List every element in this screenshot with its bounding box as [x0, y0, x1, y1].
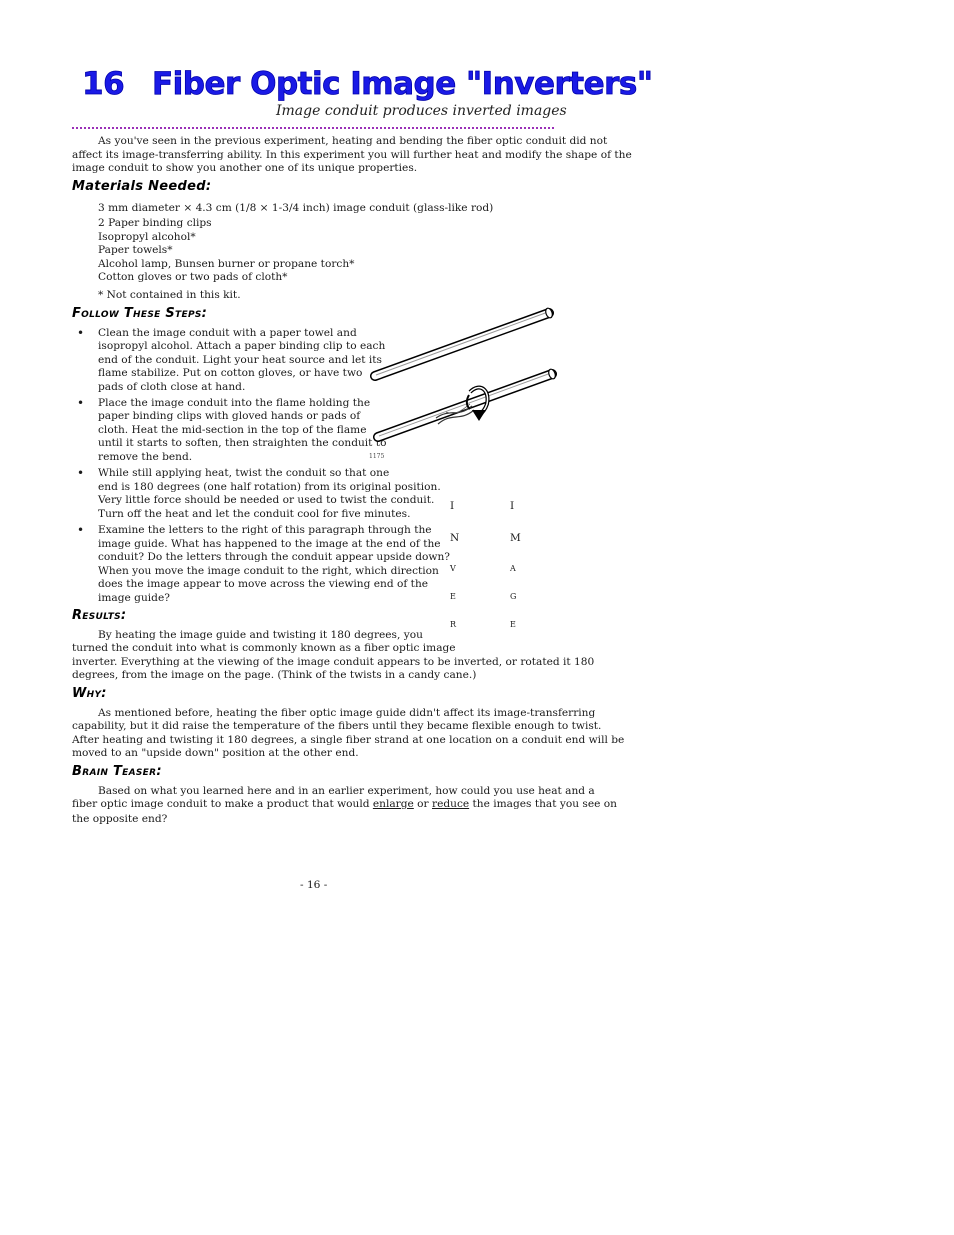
why-heading: Why: [72, 686, 107, 701]
material-item: 2 Paper binding clips [98, 217, 212, 229]
step-1-line: pads of cloth close at hand. [98, 381, 246, 393]
material-item: Isopropyl alcohol* [98, 231, 196, 243]
results-heading: Results: [72, 608, 127, 623]
results-line: inverter. Everything at the viewing of the image conduit appears to be inverted, or rotated it 180 [72, 656, 595, 668]
page-subtitle: Image conduit produces inverted images [276, 103, 567, 119]
step-3-line: Very little force should be needed or used to twist the conduit. [98, 494, 435, 506]
letter: E [510, 620, 516, 629]
letter: M [510, 532, 521, 544]
why-line: capability, but it did raise the temperature of the fibers until they became flexible enough to twist. [72, 720, 602, 732]
bullet: • [77, 523, 85, 537]
step-2-line: remove the bend. [98, 451, 193, 463]
material-item: Cotton gloves or two pads of cloth* [98, 271, 288, 283]
bullet: • [77, 466, 85, 480]
experiment-title: Fiber Optic Image "Inverters" [152, 66, 653, 102]
step-1-line: end of the conduit. Light your heat source and let its [98, 354, 382, 366]
bullet: • [77, 326, 85, 340]
material-item: 3 mm diameter × 4.3 cm (1/8 × 1-3/4 inch) image conduit (glass-like rod) [98, 202, 494, 214]
step-2-line: Place the image conduit into the flame holding the [98, 397, 371, 409]
intro-line-1: As you've seen in the previous experiment, heating and bending the fiber optic conduit did not [98, 135, 608, 147]
steps-heading: Follow These Steps: [72, 306, 208, 321]
reduce-word: reduce [432, 798, 470, 810]
step-4-line: conduit? Do the letters through the conduit appear upside down? [98, 551, 450, 563]
step-3-line: While still applying heat, twist the conduit so that one [98, 467, 390, 479]
step-4-line: Examine the letters to the right of this paragraph through the [98, 524, 432, 536]
step-4-line: When you move the image conduit to the right, which direction [98, 565, 439, 577]
material-item: Alcohol lamp, Bunsen burner or propane torch* [98, 258, 355, 270]
results-line: degrees, from the image on the page. (Think of the twists in a candy cane.) [72, 669, 477, 681]
step-3-line: end is 180 degrees (one half rotation) from its original position. [98, 481, 441, 493]
step-1-line: flame stabilize. Put on cotton gloves, or have two [98, 367, 363, 379]
experiment-number: 16 [82, 66, 125, 102]
step-4-line: image guide? [98, 592, 170, 604]
enlarge-word: enlarge [372, 798, 414, 810]
materials-heading: Materials Needed: [72, 179, 212, 194]
step-4-line: image guide. What has happened to the image at the end of the [98, 538, 441, 550]
bullet: • [77, 396, 85, 410]
figure-caption: 1175 [369, 453, 385, 460]
why-line: As mentioned before, heating the fiber optic image guide didn't affect its image-transferring [98, 707, 596, 719]
letter: I [450, 500, 455, 512]
letter: R [450, 620, 457, 629]
conduit-drawing [366, 300, 558, 462]
intro-line-3: image conduit to show you another one of its unique properties. [72, 162, 418, 174]
step-1-line: Clean the image conduit with a paper towel and [98, 327, 357, 339]
step-2-line: until it starts to soften, then straighten the conduit to [98, 437, 387, 449]
teaser-heading: Brain Teaser: [72, 764, 162, 779]
step-2-line: cloth. Heat the mid-section in the top of the flame [98, 424, 367, 436]
results-line: By heating the image guide and twisting it 180 degrees, you [98, 629, 423, 641]
straight-conduit-icon [375, 307, 554, 376]
letter: V [450, 564, 456, 573]
material-item: Paper towels* [98, 244, 173, 256]
materials-note: * Not contained in this kit. [98, 289, 241, 301]
letter: I [510, 500, 515, 512]
step-1-line: isopropyl alcohol. Attach a paper binding clip to each [98, 340, 386, 352]
letter: E [450, 592, 456, 601]
title-divider [72, 127, 554, 129]
letter: A [510, 564, 516, 573]
teaser-line-1: Based on what you learned here and in an earlier experiment, how could you use heat and a [98, 785, 595, 797]
teaser-line-2 [72, 798, 617, 812]
letter: G [510, 592, 517, 601]
why-line: moved to an "upside down" position at the other end. [72, 747, 359, 759]
letter: N [450, 532, 460, 544]
teaser-line-3: the opposite end? [72, 813, 168, 825]
step-2-line: paper binding clips with gloved hands or pads of [98, 410, 361, 422]
step-3-line: Turn off the heat and let the conduit cool for five minutes. [98, 508, 411, 520]
teaser-text: the images that you see on [469, 798, 617, 810]
page-number: - 16 - [300, 879, 328, 891]
teaser-text: fiber optic image conduit to make a product that would [72, 798, 373, 810]
results-line: turned the conduit into what is commonly known as a fiber optic image [72, 642, 456, 654]
why-line: After heating and twisting it 180 degrees, a single fiber strand at one location on a conduit end will be [72, 734, 625, 746]
step-4-line: does the image appear to move across the viewing end of the [98, 578, 429, 590]
teaser-text: or [413, 798, 432, 810]
conduit-illustration [366, 300, 558, 462]
intro-line-2: affect its image-transferring ability. In this experiment you will further heat and modify the shape of the [72, 149, 632, 161]
page-title [82, 66, 653, 102]
